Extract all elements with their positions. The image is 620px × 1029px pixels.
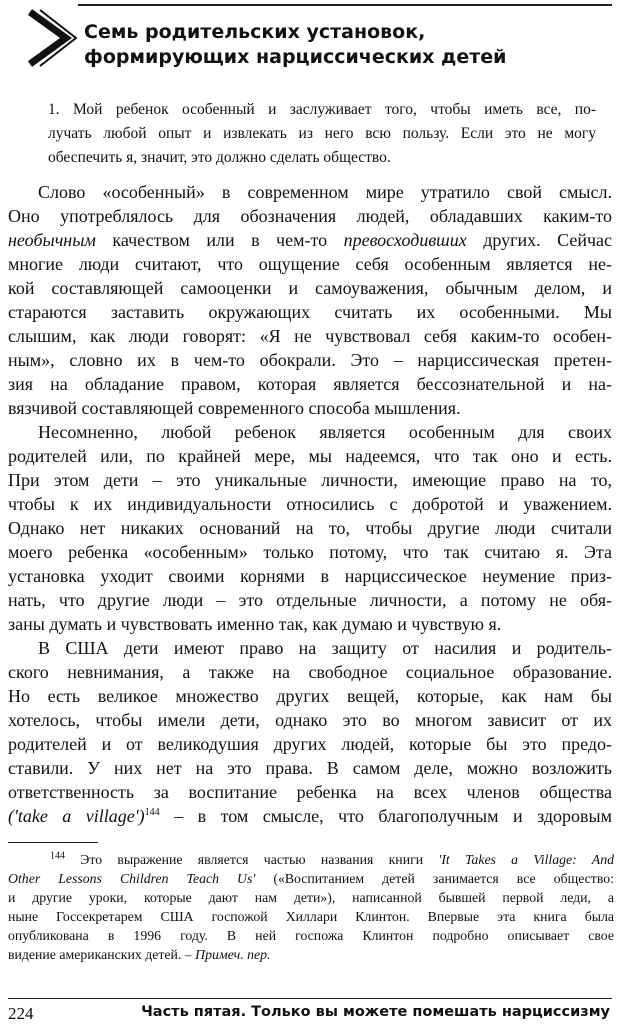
footnote-line: видение американских детей. – Примеч. пер. bbox=[8, 947, 271, 962]
footnote-marker: 144 bbox=[50, 850, 65, 862]
body-line: моего ребенка «особенным» только потому, что так считаю я. Эта bbox=[8, 542, 612, 562]
footnote-line: $^{144}$ Это выражение является частью названия книги 'It Takes a Village: And bbox=[50, 850, 614, 867]
section-heading bbox=[84, 20, 604, 70]
body-line-with-emphasis: необычным качеством или в чем-то превосходивших других. Сейчас bbox=[8, 230, 612, 250]
body-line: чтобы к их индивидуальности относились с добротой и уважением. bbox=[8, 494, 612, 514]
lead-line: обеспечить я, значит, это должно сделать общество. bbox=[48, 149, 391, 166]
body-line: При этом дети – это уникальные личности, имеющие право на то, bbox=[8, 470, 612, 490]
lead-statement bbox=[48, 98, 596, 170]
footnote-line: опубликована в 1996 году. В ней госпожа Клинтон подробно описывает свое bbox=[8, 928, 614, 943]
body-line: Однако нет никаких оснований на то, чтобы другие люди считали bbox=[8, 518, 612, 538]
body-line: многие люди считают, что ощущение себя особенным является не- bbox=[8, 254, 612, 274]
body-line: заны думать и чувствовать именно так, как думаю и чувствую я. bbox=[8, 614, 502, 634]
body-line: вязчивой составляющей современного способа мышления. bbox=[8, 398, 461, 418]
body-line-with-footnote-ref: ('take a village')$^{144}$ – в том смысле, что благополучным и здоровым bbox=[8, 806, 613, 826]
body-line: установка уходит своими корнями в нарциссическое неумение приз- bbox=[8, 566, 612, 586]
body-line: родителей и от великодушия других людей, которые бы это предо- bbox=[8, 734, 612, 754]
body-line: ского невнимания, а также на свободное социальное образование. bbox=[8, 662, 612, 682]
body-line: кой составляющей самооценки и самоуважения, обычным делом, и bbox=[8, 278, 612, 298]
running-footer: Часть пятая. Только вы можете помешать нарциссизму bbox=[141, 1004, 610, 1020]
body-line: В США дети имеют право на защиту от насилия и родитель- bbox=[38, 638, 612, 658]
footnote-line: Other Lessons Children Teach Us' («Воспитанием детей занимается все общество: bbox=[8, 871, 614, 886]
emphasis: превосходивших bbox=[343, 230, 467, 250]
body-line: родителей или, по крайней мере, мы надеемся, что так оно и есть. bbox=[8, 446, 612, 466]
page-number: 224 bbox=[8, 1004, 34, 1023]
footer-rule bbox=[8, 998, 612, 999]
body-line: ставили. У них нет на это права. В самом деле, можно возложить bbox=[8, 758, 612, 778]
body-line: стараются заставить окружающих считать их особенными. Мы bbox=[8, 302, 612, 322]
top-rule bbox=[78, 4, 612, 6]
body-line: хотелось, чтобы имели дети, однако это во многом зависит от их bbox=[8, 710, 612, 730]
lead-line: 1. Мой ребенок особенный и заслуживает того, чтобы иметь все, по- bbox=[48, 101, 596, 118]
body-line: Слово «особенный» в современном мире утратило свой смысл. bbox=[38, 182, 612, 202]
heading-line-1: Семь родительских установок, bbox=[84, 21, 426, 43]
body-line: Но есть великое множество других вещей, которые, как нам бы bbox=[8, 686, 612, 706]
footnote bbox=[8, 850, 614, 964]
body-line: зия на обладание правом, которая является бессознательной и на- bbox=[8, 374, 612, 394]
emphasis: необычным bbox=[8, 230, 96, 250]
footnote-line: и другие уроки, которые дают нам дети»), написанной бывшей первой леди, а bbox=[8, 890, 614, 905]
body-text bbox=[8, 180, 612, 828]
body-line: слышим, как люди говорят: «Я не чувствовал себя каким-то особен- bbox=[8, 326, 612, 346]
body-line: ответственность за воспитание ребенка на всех членов общества bbox=[8, 782, 612, 802]
lead-line: лучать любой опыт и извлекать из него всю пользу. Если это не могу bbox=[48, 125, 596, 142]
footnote-reference: 144 bbox=[144, 807, 160, 818]
footnote-rule bbox=[8, 842, 98, 843]
emphasis: ('take a village') bbox=[8, 806, 145, 826]
body-line: ным», словно их в чем-то обокрали. Это – нарциссическая претен- bbox=[8, 350, 612, 370]
footnote-line: ныне Госсекретарем США госпожой Хиллари Клинтон. Впервые эта книга была bbox=[8, 909, 614, 924]
body-line: Оно употреблялось для обозначения людей, обладавших каким-то bbox=[8, 206, 612, 226]
body-line: нать, что другие люди – это отдельные личности, а потому не обя- bbox=[8, 590, 612, 610]
chevron-mark-icon bbox=[26, 6, 86, 68]
heading-line-2: формирующих нарциссических детей bbox=[84, 46, 507, 68]
body-line: Несомненно, любой ребенок является особенным для своих bbox=[38, 422, 612, 442]
